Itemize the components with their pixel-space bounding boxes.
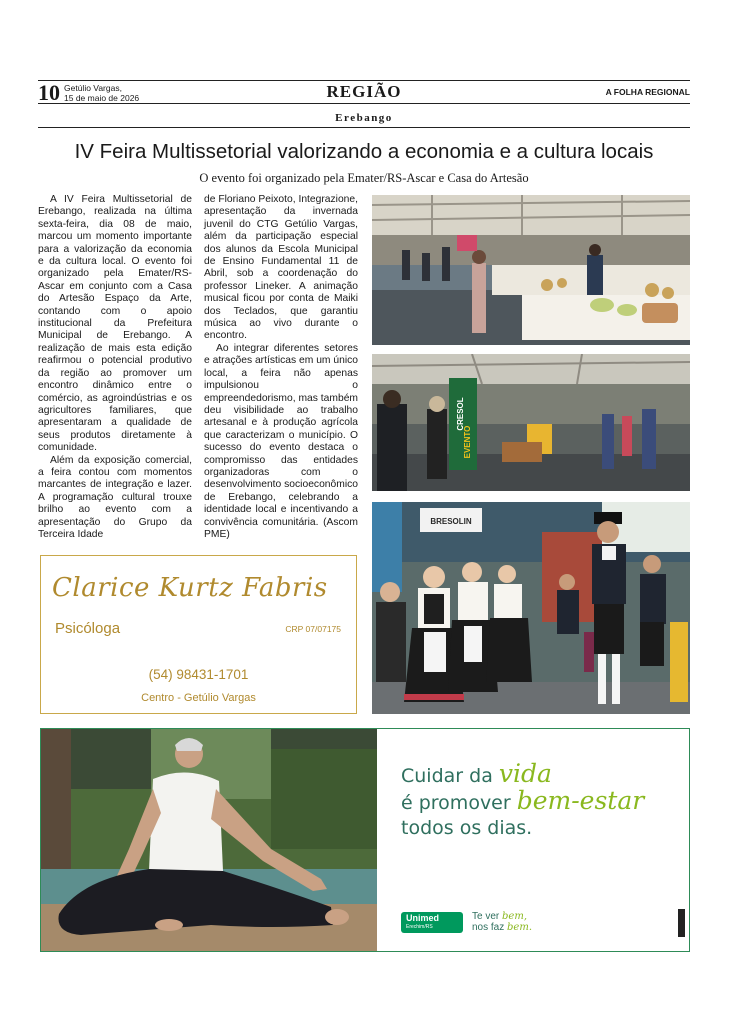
evento-sign: EVENTO (463, 425, 472, 459)
article-paragraph: A IV Feira Multissetorial de Erebango, realizada na última sexta-feira, dia 08 de maio, marcou um momento importante para a valorização da economia e da cultura local. O evento foi organizado pela Emater/RS-Ascar em conjunto com a Casa do Artesão Espaço da Arte, contando com o apoio institucional da Prefeitura Municipal de Erebango. A realização de mais esta edição reafirmou o potencial produtivo da região ao promover um encontro dinâmico entre o comércio, as agroindústrias e os agricultores familiares, que apresentaram a qualidade de seus produtos diretamente à comunidade. (38, 194, 192, 454)
subsection-title: Erebango (38, 112, 690, 128)
bresolin-banner: BRESOLIN (430, 517, 472, 526)
ad-phone: (54) 98431-1701 (148, 667, 249, 682)
slogan-2: nos faz (472, 922, 508, 933)
ad-regulatory-mark (678, 909, 685, 937)
article-subtitle: O evento foi organizado pela Emater/RS-Ascar e Casa do Artesão (199, 171, 529, 185)
ad-slogan (472, 911, 532, 933)
ad-line-1-accent: vida (498, 759, 552, 788)
ad-line-2-accent: bem-estar (516, 786, 645, 815)
unimed-logo-sub: Erechim/RS (406, 924, 433, 930)
cresol-sign: CRESOL (456, 397, 465, 431)
ad-crp: CRP 07/07175 (285, 624, 341, 634)
ad-line-2-text: é promover (401, 792, 517, 814)
photo-fair-hall (372, 354, 690, 491)
ad-line-1-text: Cuidar da (401, 765, 499, 787)
ad-line-2 (401, 786, 644, 815)
ad-line-1 (401, 759, 552, 788)
ad-line-3: todos os dias. (401, 817, 533, 839)
ad-unimed (40, 728, 690, 952)
article-paragraph: Ao integrar diferentes setores e atrações artísticas em um único local, a feira não apenas impulsionou o empreendedorismo, mas também deu visibilidade ao trabalho artesanal e à produção agrícola que caracterizam o município. O sucesso do evento destaca o compromisso das entidades organizadoras com o desenvolvimento socioeconômico de Erebango, celebrando a identidade local e incentivando a convivência comunitária. (Ascom PME) (204, 342, 358, 540)
ad-psychologist (40, 555, 357, 714)
slogan-2-accent: bem. (507, 922, 533, 933)
article-column-2 (204, 194, 358, 541)
slogan-1-accent: bem, (502, 911, 527, 922)
ad-unimed-photo (41, 729, 377, 952)
photo-market-stalls (372, 195, 690, 345)
page-date-text: 15 de maio de 2026 (64, 93, 140, 103)
ad-name: Clarice Kurtz Fabris (52, 573, 328, 603)
page-number: 10 (38, 80, 60, 105)
page-header (38, 80, 690, 104)
page-city: Getúlio Vargas, (64, 83, 122, 93)
article-column-1 (38, 194, 192, 541)
section-title: REGIÃO (326, 82, 402, 101)
ad-address: Centro - Getúlio Vargas (141, 692, 256, 704)
unimed-logo (401, 912, 463, 933)
slogan-1: Te ver (472, 911, 503, 922)
article-headline: IV Feira Multissetorial valorizando a economia e a cultura locais (74, 140, 654, 163)
article-paragraph: de Floriano Peixoto, Integrazione, apresentação da invernada juvenil do CTG Getúlio Vargas, além da participação especial dos alunos da Escola Municipal de Ensino Fundamental 11 de Abril, sob a coordenação do professor Lineker. A animação musical ficou por conta de Maiki dos Teclados, que garantiu música ao vivo durante o encontro. (204, 194, 358, 342)
newspaper-name: A FOLHA REGIONAL (605, 87, 690, 97)
article-paragraph: Além da exposição comercial, a feira contou com momentos marcantes de integração e lazer. A programação cultural trouxe brilho ao evento com a apresentação do Grupo da Terceira Idade (38, 454, 192, 540)
photo-folk-dancers (372, 502, 690, 714)
unimed-logo-text: Unimed (406, 913, 440, 923)
ad-role: Psicóloga (55, 620, 121, 637)
